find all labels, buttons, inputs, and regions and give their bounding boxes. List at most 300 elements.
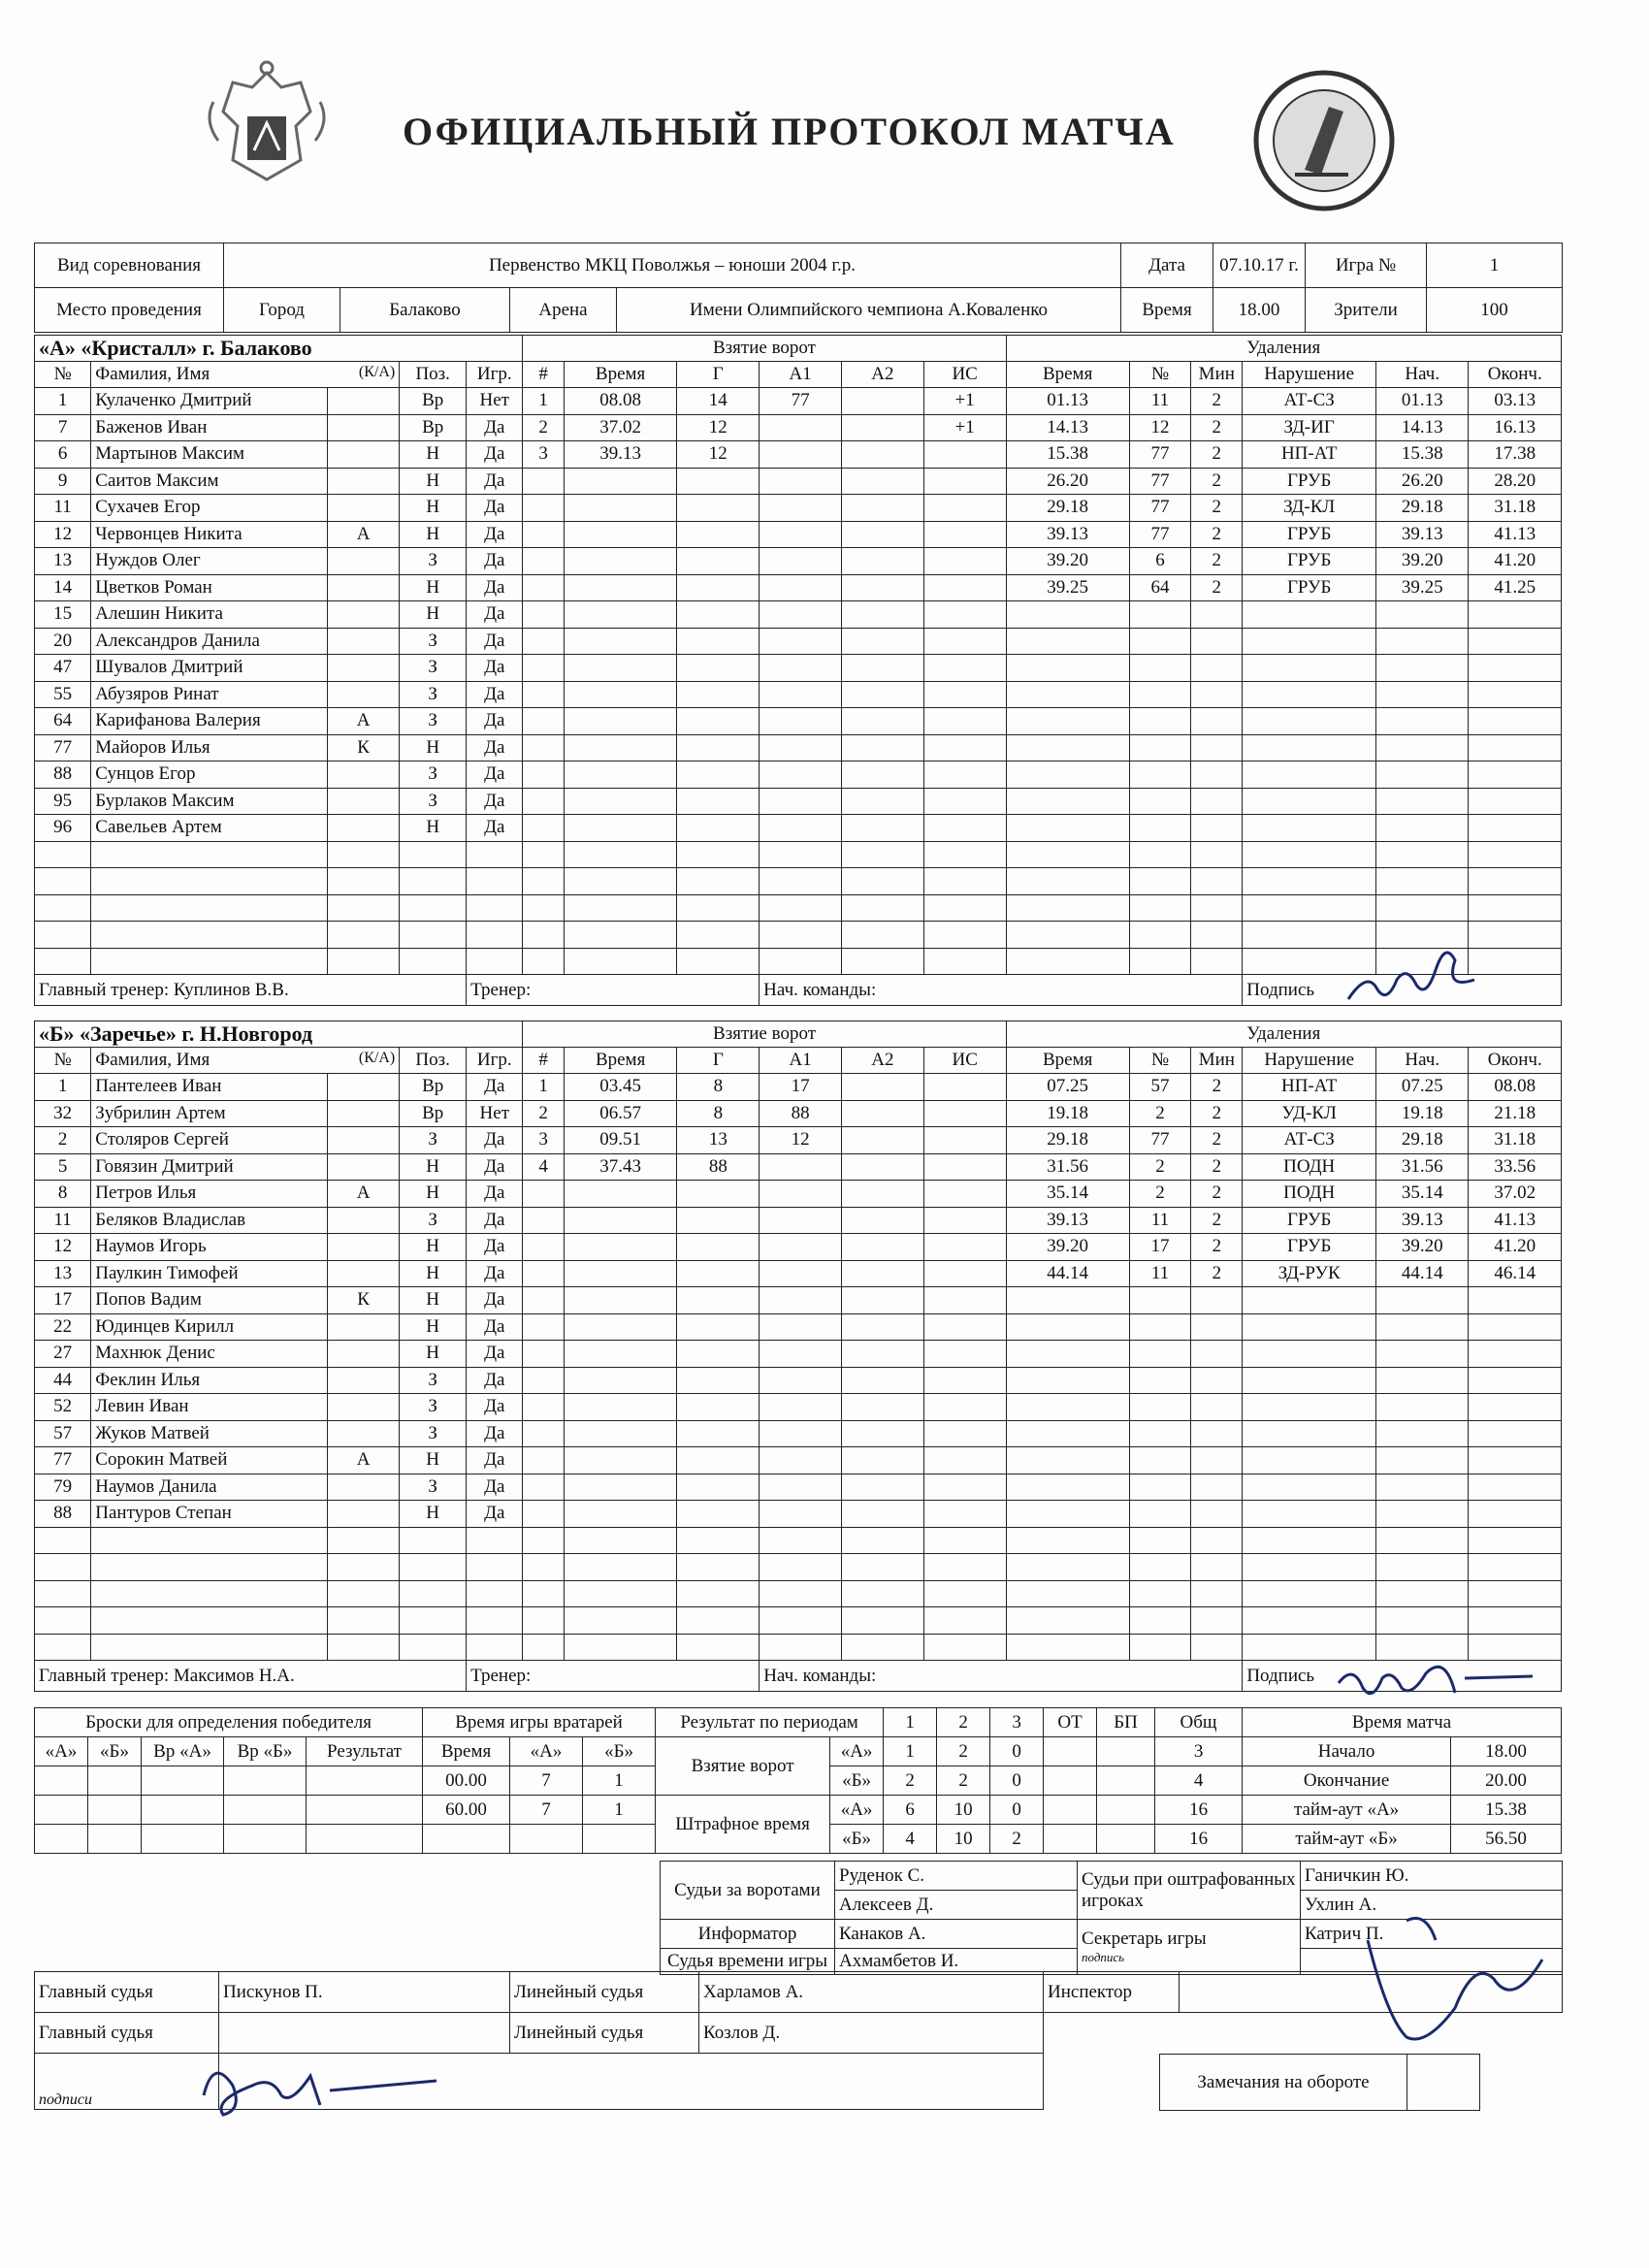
team-a-pen-infraction [1243,841,1376,868]
table-row [35,1554,1562,1581]
team-b-goal-time [564,1313,677,1341]
team-a-player-ka [328,761,400,789]
team-a-goal-time [564,628,677,655]
team-b-pen-min [1191,1367,1243,1394]
team-b-player-played: Да [467,1313,523,1341]
team-b-goal-num [523,1554,564,1581]
col-ka-label: (К/А) [358,1050,396,1066]
so-ga: Вр «А» [142,1737,224,1766]
team-a-goal-a2 [841,841,923,868]
team-a-goal-is [923,734,1006,761]
team-a-player-num: 20 [35,628,91,655]
table-row [35,1260,1562,1287]
team-a-goal-a1 [760,601,842,629]
team-b-player-num: 52 [35,1394,91,1421]
team-b-pen-min [1191,1313,1243,1341]
team-b-pen-min: 2 [1191,1100,1243,1127]
team-a-player-name: Саитов Максим [91,468,328,495]
team-a-goal-a1 [760,948,842,975]
team-a-goal-time [564,495,677,522]
pen-ra: «А» [830,1796,884,1825]
timeout-a-value: 15.38 [1451,1796,1562,1825]
team-a-pen-min [1191,601,1243,629]
table-row [35,1234,1562,1261]
team-b-player-played: Да [467,1181,523,1208]
team-a-pen-min [1191,894,1243,922]
team-b-goal-time: 37.43 [564,1153,677,1181]
end-label: Окончание [1243,1766,1451,1796]
team-a-player-name: Карифанова Валерия [91,708,328,735]
team-a-pen-num: 77 [1129,441,1191,469]
period-bp: БП [1097,1708,1155,1737]
table-row [35,1074,1562,1101]
team-a-goal-num [523,894,564,922]
time-value: 18.00 [1213,288,1306,333]
team-b-pen-min: 2 [1191,1127,1243,1154]
table-row [35,894,1562,922]
team-b-goal-is [923,1607,1006,1635]
team-a-goal-a1 [760,868,842,895]
team-b-pen-end [1469,1394,1562,1421]
team-b-pen-num: 11 [1129,1260,1191,1287]
pbox-judge-2: Ухлин А. [1301,1891,1563,1920]
team-a-pen-time [1006,868,1129,895]
team-a-player-num: 64 [35,708,91,735]
team-a-pen-time: 01.13 [1006,388,1129,415]
col-ka-label: (К/А) [358,364,396,380]
team-b-goal-a2 [841,1554,923,1581]
team-b-pen-end: 41.20 [1469,1234,1562,1261]
team-b-pen-end: 46.14 [1469,1260,1562,1287]
team-b-pen-start [1376,1420,1469,1447]
team-b-goal-time [564,1394,677,1421]
team-b-sign-label: Подпись [1243,1661,1562,1692]
team-b-col-p_num: № [1129,1048,1191,1074]
team-b-pen-infraction: НП-АТ [1243,1074,1376,1101]
goals-a-1: 1 [884,1737,937,1766]
team-a-pen-num [1129,948,1191,975]
team-a-pen-end [1469,628,1562,655]
team-b-player-played: Да [467,1287,523,1314]
team-a-pen-start [1376,601,1469,629]
team-a-goal-time [564,548,677,575]
team-b-goal-a1 [760,1554,842,1581]
team-a-player-pos: Вр [400,388,467,415]
date-label: Дата [1121,243,1213,288]
team-a-player-name [91,868,328,895]
team-b-player-num [35,1634,91,1661]
team-a-player-pos [400,922,467,949]
team-b-pen-min [1191,1420,1243,1447]
team-b-player-num: 79 [35,1474,91,1501]
team-b-pen-time: 39.20 [1006,1234,1129,1261]
team-a-pen-start [1376,788,1469,815]
team-b-player-played: Да [467,1394,523,1421]
team-a-player-ka [328,468,400,495]
team-a-goal-a1 [760,521,842,548]
team-a-pen-time: 14.13 [1006,414,1129,441]
team-a-goal-num: 3 [523,441,564,469]
team-a-goal-is [923,894,1006,922]
team-b-pen-end [1469,1341,1562,1368]
team-b-goal-a1: 17 [760,1074,842,1101]
team-b-pen-min: 2 [1191,1260,1243,1287]
team-b-player-name [91,1580,328,1607]
team-a-trainer-label: Тренер: [467,975,760,1006]
team-b-col-g_num: # [523,1048,564,1074]
pen-b-2: 10 [937,1825,990,1854]
team-a-player-num: 15 [35,601,91,629]
team-a-pen-end [1469,734,1562,761]
team-a-pen-start: 39.20 [1376,548,1469,575]
table-row [35,734,1562,761]
time-label: Время [1121,288,1213,333]
team-b-player-ka: А [328,1447,400,1474]
timeout-a-label: тайм-аут «А» [1243,1796,1451,1825]
team-a-goal-time [564,574,677,601]
team-a-pen-num [1129,601,1191,629]
team-b-goal-a2 [841,1100,923,1127]
team-a-pen-time [1006,948,1129,975]
team-b-player-played [467,1634,523,1661]
team-a-pen-num [1129,922,1191,949]
team-b-goal-time [564,1501,677,1528]
team-b-goal-a1 [760,1420,842,1447]
team-b-goal-num [523,1260,564,1287]
team-a-player-pos: З [400,761,467,789]
team-a-player-played [467,868,523,895]
team-b-col-name [91,1048,400,1074]
team-a-player-played [467,894,523,922]
team-a-player-played: Нет [467,388,523,415]
team-b-col-p_end: Оконч. [1469,1048,1562,1074]
team-b-goal-is [923,1234,1006,1261]
team-b-pen-min [1191,1341,1243,1368]
team-a-manager-label: Нач. команды: [760,975,1243,1006]
team-b-pen-end [1469,1420,1562,1447]
team-b-player-name: Феклин Илья [91,1367,328,1394]
table-row [35,414,1562,441]
timeout-b-label: тайм-аут «Б» [1243,1825,1451,1854]
team-a-pen-infraction: ЗД-ИГ [1243,414,1376,441]
team-b-goal-a1 [760,1447,842,1474]
team-b-goal-a2 [841,1341,923,1368]
team-a-goal-scorer [677,548,760,575]
team-a-goal-num: 1 [523,388,564,415]
team-b-goal-is [923,1474,1006,1501]
team-a-goal-a2 [841,388,923,415]
team-b-player-name: Махнюк Денис [91,1341,328,1368]
team-a-goal-a2 [841,414,923,441]
team-a-goal-num [523,521,564,548]
team-a-goal-num [523,681,564,708]
team-a-pen-end [1469,681,1562,708]
so-b: «Б» [88,1737,142,1766]
team-b-pen-start: 39.13 [1376,1207,1469,1234]
team-b-goal-time [564,1287,677,1314]
team-b-pen-end [1469,1501,1562,1528]
team-a-pen-infraction [1243,894,1376,922]
team-a-col-g_a1: А1 [760,362,842,388]
team-a-player-pos: Н [400,521,467,548]
team-a-player-ka [328,628,400,655]
pen-b-bp [1097,1825,1155,1854]
team-a-player-ka [328,868,400,895]
match-time-header: Время матча [1243,1708,1562,1737]
team-b-pen-start [1376,1554,1469,1581]
team-b-goal-a1: 88 [760,1100,842,1127]
team-a-pen-end: 03.13 [1469,388,1562,415]
team-a-col-p_inf: Нарушение [1243,362,1376,388]
team-a-player-played: Да [467,734,523,761]
team-a-goal-a1: 77 [760,388,842,415]
team-a-player-name [91,841,328,868]
team-b-player-ka [328,1127,400,1154]
team-b-pen-infraction [1243,1420,1376,1447]
team-a-player-num: 6 [35,441,91,469]
team-b-pen-num: 2 [1129,1181,1191,1208]
team-b-pen-time [1006,1527,1129,1554]
gk-t: Время [423,1737,510,1766]
team-a-goal-is [923,468,1006,495]
team-a-player-pos: Н [400,495,467,522]
team-a-pen-time: 39.25 [1006,574,1129,601]
team-a-pen-min [1191,761,1243,789]
team-b-pen-time [1006,1367,1129,1394]
team-b-goal-num: 1 [523,1074,564,1101]
team-a-player-pos: Н [400,468,467,495]
team-b-pen-start: 31.56 [1376,1153,1469,1181]
team-a-goal-num [523,574,564,601]
team-a-pen-min: 2 [1191,441,1243,469]
team-b-goal-scorer [677,1554,760,1581]
team-a-goal-time: 08.08 [564,388,677,415]
team-b-player-num: 27 [35,1341,91,1368]
team-a-goal-is [923,601,1006,629]
team-a-goal-num [523,734,564,761]
rb: «Б» [830,1766,884,1796]
team-a-pen-infraction: ГРУБ [1243,548,1376,575]
team-a-goal-scorer [677,681,760,708]
team-b-player-num: 57 [35,1420,91,1447]
team-a-pen-infraction [1243,681,1376,708]
team-b-goal-a2 [841,1127,923,1154]
team-a-player-num: 96 [35,815,91,842]
table-row [35,1474,1562,1501]
team-a-pen-num: 6 [1129,548,1191,575]
team-b-goal-num [523,1420,564,1447]
team-a-player-played: Да [467,628,523,655]
team-a-pen-start [1376,734,1469,761]
start-label: Начало [1243,1737,1451,1766]
team-a-goal-a2 [841,441,923,469]
team-b-player-num: 5 [35,1153,91,1181]
signature-team-a [1339,931,1484,1019]
goal-judges-label: Судьи за воротами [661,1862,835,1920]
team-a-player-pos: Н [400,815,467,842]
team-b-goal-a2 [841,1634,923,1661]
gk-row-2-time: 60.00 [423,1796,510,1825]
team-a-goal-num [523,495,564,522]
team-a-player-ka [328,655,400,682]
team-a-pen-min [1191,681,1243,708]
team-b-col-played: Игр. [467,1048,523,1074]
timekeeper-label: Судья времени игры [661,1949,835,1975]
team-b-pen-start [1376,1474,1469,1501]
pen-b-3: 2 [990,1825,1044,1854]
team-b-player-played [467,1607,523,1635]
team-a-pen-start [1376,655,1469,682]
team-a-player-pos: З [400,628,467,655]
col-name-label: Фамилия, Имя [95,1050,210,1070]
team-a-pen-end: 41.20 [1469,548,1562,575]
team-a-pen-time [1006,681,1129,708]
team-b-player-played: Да [467,1234,523,1261]
team-a-goal-a1 [760,841,842,868]
team-a-goal-is [923,948,1006,975]
team-b-pen-start [1376,1607,1469,1635]
team-b-goal-scorer [677,1313,760,1341]
team-a-pen-num [1129,894,1191,922]
team-a-goal-num [523,761,564,789]
team-b-player-num: 32 [35,1100,91,1127]
team-b-pen-infraction [1243,1341,1376,1368]
team-a-goal-num [523,868,564,895]
team-b-goal-a1 [760,1207,842,1234]
team-b-pen-end [1469,1580,1562,1607]
team-a-pen-num: 11 [1129,388,1191,415]
head-ref-label-1: Главный судья [35,1972,219,2013]
team-b-col-g_time: Время [564,1048,677,1074]
timeout-b-value: 56.50 [1451,1825,1562,1854]
team-a-goal-a2 [841,468,923,495]
team-a-pen-num [1129,761,1191,789]
team-a-goal-a2 [841,681,923,708]
team-b-player-name: Паулкин Тимофей [91,1260,328,1287]
team-b-player-num: 22 [35,1313,91,1341]
team-b-pen-start: 39.20 [1376,1234,1469,1261]
table-row [35,521,1562,548]
team-b-pen-min: 2 [1191,1207,1243,1234]
team-a-player-pos [400,841,467,868]
team-a-pen-start: 01.13 [1376,388,1469,415]
team-b-col-g_a1: А1 [760,1048,842,1074]
team-b-player-name: Сорокин Матвей [91,1447,328,1474]
comp-value: Первенство МКЦ Поволжья – юноши 2004 г.р. [224,243,1121,288]
team-b-pen-start [1376,1447,1469,1474]
inspector-label: Инспектор [1044,1972,1180,2013]
team-a-goal-a1 [760,708,842,735]
team-a-goal-time [564,841,677,868]
team-b-goal-is [923,1554,1006,1581]
team-b-pen-end: 37.02 [1469,1181,1562,1208]
team-b-player-ka [328,1474,400,1501]
team-b-pen-num [1129,1554,1191,1581]
team-b-pen-num: 77 [1129,1127,1191,1154]
team-a-goal-scorer [677,734,760,761]
team-b-player-name: Беляков Владислав [91,1207,328,1234]
team-b-player-pos: Н [400,1287,467,1314]
team-a-player-played: Да [467,548,523,575]
timekeeper-value: Ахмамбетов И. [835,1949,1078,1975]
team-b-player-ka [328,1394,400,1421]
team-a-pen-end: 17.38 [1469,441,1562,469]
team-a-pen-num [1129,734,1191,761]
team-a-col-p_start: Нач. [1376,362,1469,388]
team-a-goal-num [523,468,564,495]
comp-label: Вид соревнования [35,243,224,288]
team-b-pen-min: 2 [1191,1234,1243,1261]
team-a-goal-num [523,601,564,629]
team-b-goal-is [923,1367,1006,1394]
goals-a-3: 0 [990,1737,1044,1766]
team-b-goal-scorer [677,1234,760,1261]
team-b-player-ka [328,1100,400,1127]
team-a-goal-is: +1 [923,414,1006,441]
table-row [35,1501,1562,1528]
team-b-player-played: Да [467,1207,523,1234]
team-b-player-num [35,1580,91,1607]
team-a-player-num: 12 [35,521,91,548]
team-a-goal-num [523,548,564,575]
team-a-pen-end [1469,868,1562,895]
team-b-player-num: 13 [35,1260,91,1287]
team-b-pen-num [1129,1474,1191,1501]
team-b-player-pos [400,1554,467,1581]
team-b-pen-time [1006,1580,1129,1607]
team-b-pen-end [1469,1447,1562,1474]
team-b-player-pos: Н [400,1447,467,1474]
table-row [35,761,1562,789]
team-b-goal-scorer [677,1634,760,1661]
team-a-player-name: Шувалов Дмитрий [91,655,328,682]
team-a-pen-start [1376,894,1469,922]
match-info-table [34,243,1563,333]
team-a-goal-a1 [760,468,842,495]
team-a-goal-a1 [760,548,842,575]
team-a-player-name: Кулаченко Дмитрий [91,388,328,415]
team-b-player-played [467,1554,523,1581]
team-a-pen-min [1191,734,1243,761]
team-a-player-pos: З [400,788,467,815]
team-a-goal-is [923,574,1006,601]
team-b-player-pos [400,1580,467,1607]
team-a-pen-time [1006,601,1129,629]
team-a-player-name: Майоров Илья [91,734,328,761]
table-row [35,948,1562,975]
team-b-goal-is [923,1341,1006,1368]
team-a-goal-scorer [677,868,760,895]
team-b-player-ka [328,1554,400,1581]
team-a-pen-start [1376,815,1469,842]
team-b-pen-time: 35.14 [1006,1181,1129,1208]
team-b-trainer-label: Тренер: [467,1661,760,1692]
team-b-pen-start: 35.14 [1376,1181,1469,1208]
team-a-col-num: № [35,362,91,388]
informer-value: Канаков А. [835,1920,1078,1949]
periods-header: Результат по периодам [656,1708,884,1737]
team-a-player-pos: Вр [400,414,467,441]
team-a-goal-time [564,601,677,629]
team-b-goal-is [923,1287,1006,1314]
team-a-col-p_num: № [1129,362,1191,388]
spectators-label: Зрители [1306,288,1427,333]
team-b-col-p_min: Мин [1191,1048,1243,1074]
team-a-pen-end [1469,841,1562,868]
team-b-player-played: Да [467,1420,523,1447]
table-row [35,1181,1562,1208]
team-b-player-name [91,1554,328,1581]
